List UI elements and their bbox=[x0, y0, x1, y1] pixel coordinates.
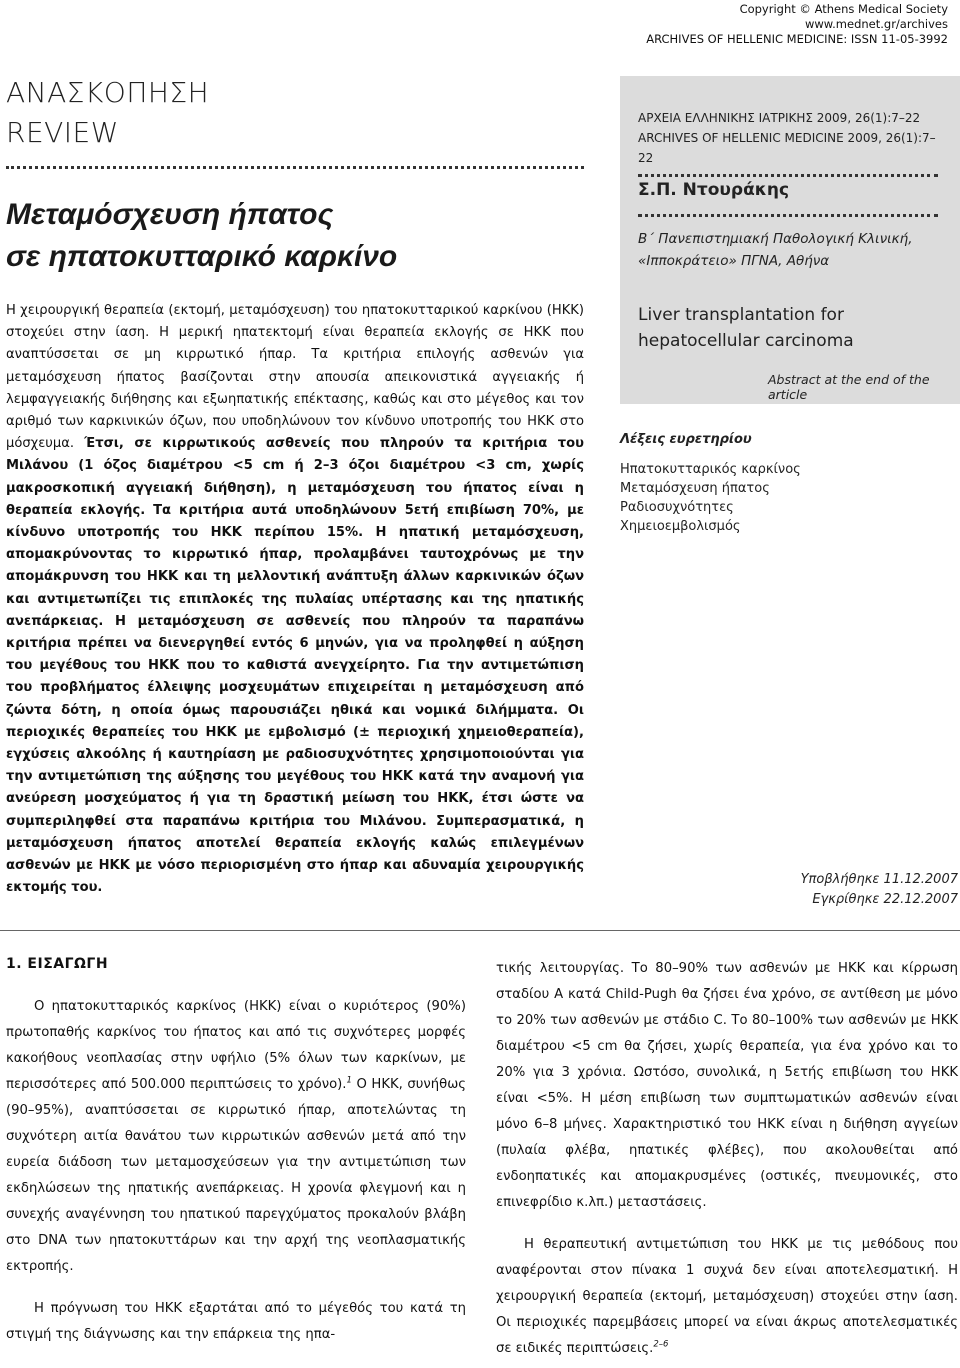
keyword-item: Ραδιοσυχνότητες bbox=[620, 500, 734, 515]
english-title-line-1: Liver transplantation for bbox=[638, 305, 844, 325]
body-left-column bbox=[6, 994, 466, 1348]
journal-citation-english: ARCHIVES OF HELLENIC MEDICINE 2009, 26(1):7–22 bbox=[638, 130, 936, 165]
paragraph-text: Ο ΗΚΚ, συνήθως (90–95%), αναπτύσσεται σε κιρρωτικό ήπαρ, αποτελώντας τη συχνότερη αιτία θανάτου των κιρρωτικών ασθενών μετά από την ευρεία διάδοση των μεταμοσχεύσεων για την αντιμετώπιση των εκδηλώσεων της ηπατικής ανεπάρκειας. Η χρονία φλεγμονή και η συνεχής αναγέννηση του ηπατικού παρεγχύματος προκαλούν βλάβη στο DNA των ηπατοκυττάρων και την αρχή της νεοπλασματικής εκτροπής. bbox=[6, 1077, 466, 1274]
body-paragraph: τικής λειτουργίας. Το 80–90% των ασθενών με ΗΚΚ και κίρρωση σταδίου Α κατά Child-Pugh θα ζήσει ένα χρόνο, σε αντίθεση με μόνο το 20% των ασθενών με στάδιο C. Το 80–100% των ασθενών με ΗΚΚ διαμέτρου <5 cm θα ζήσει, χωρίς θεραπεία, για ένα χρόνο και το 20% για 3 χρόνια. Ωστόσο, συνολικά, η 5ετής επιβίωση του ΗΚΚ είναι <5%. Η μέση επιβίωση των συμπτωματικών ασθενών είναι μόνο 6–8 μήνες. Χαρακτηριστικό του ΗΚΚ είναι η διήθηση αγγείων (πυλαία φλέβα, ηπατικές φλέβες), που ακολουθείται από ενδοηπατικές και απομακρυσμένες (οστικές, πνευμονικές, στο επινεφρίδιο κ.λπ.) μεταστάσεις. bbox=[496, 961, 958, 1210]
author-affiliation bbox=[638, 228, 913, 272]
submission-dates bbox=[620, 870, 958, 910]
english-title-line-2: hepatocellular carcinoma bbox=[638, 331, 854, 351]
english-title bbox=[638, 302, 854, 354]
copyright-block bbox=[646, 2, 948, 47]
abstract bbox=[6, 300, 584, 899]
section-heading: 1. ΕΙΣΑΓΩΓΗ bbox=[6, 956, 109, 972]
author-name: Σ.Π. Ντουράκης bbox=[638, 180, 790, 200]
affiliation-line-1: Β΄ Πανεπιστημιακή Παθολογική Κλινική, bbox=[638, 231, 913, 247]
abstract-part-2: Έτσι, σε κιρρωτικούς ασθενείς που πληρούν τα κριτήρια του Μιλάνου (1 όζος διαμέτρου <5 cm ή 2–3 όζοι διαμέτρου <3 cm, χωρίς μακροσκοπική αγγειακή διήθηση), η μεταμόσχευση του ήπατος είναι η θεραπεία εκλογής. Τα κριτήρια αυτά υποδηλώνουν 5ετή επιβίωση 70%, με κίνδυνο υποτροπής του ΗΚΚ περίπου 15%. Η ηπατική μεταμόσχευση, απομακρύνοντας το κιρρωτικό ήπαρ, προλαμβάνει ταυτοχρόνως με την απομάκρυνση του ΗΚΚ και τη μελλοντική ανάπτυξη άλλων καρκινικών όζων και αντιμετωπίζει τις επιπλοκές της πυλαίας υπέρτασης και της ηπατικής ανεπάρκειας. Η μεταμόσχευση σε ασθενείς που πληρούν τα παραπάνω κριτήρια πρέπει να διενεργηθεί εντός 6 μηνών, για να προληφθεί η αύξηση του μεγέθους του ΗΚΚ που το καθιστά ανεγχείρητο. Για την αντιμετώπιση του προβλήματος έλλειψης μοσχευμάτων επιχειρείται η μεταμόσχευση από ζώντα δότη, η οποία όμως παρουσιάζει ηθικά και νομικά διλήμματα. Οι περιοχικές θεραπείες του ΗΚΚ με εμβολισμό (± περιοχική χημειοθεραπεία), εγχύσεις αλκοόλης ή καυτηρίαση με ραδιοσυχνότητες χρησιμοποιούνται για την αντιμετώπιση της αύξησης του μεγέθους του ΗΚΚ κατά την αναμονή για ανεύρεση μοσχεύματος ή για τη δραστική μείωση του ΗΚΚ, έτσι ώστε να συμπεριληφθεί στα παραπάνω κριτήρια του Μιλάνου. Συμπερασματικά, η μεταμόσχευση ήπατος αποτελεί θεραπεία εκλογής καλώς επιλεγμένων ασθενών με ΗΚΚ με νόσο περιορισμένη στο ήπαρ και αδυναμία χειρουργικής εκτομής του. bbox=[6, 436, 584, 896]
dotted-divider bbox=[638, 174, 938, 177]
dotted-divider bbox=[638, 214, 938, 217]
keyword-item: Μεταμόσχευση ήπατος bbox=[620, 481, 770, 496]
section-label-greek: ΑΝΑΣΚΟΠΗΣΗ bbox=[6, 76, 210, 109]
keyword-item: Ηπατοκυτταρικός καρκίνος bbox=[620, 462, 801, 477]
journal-issn: ARCHIVES OF HELLENIC MEDICINE: ISSN 11-05-3992 bbox=[646, 32, 948, 46]
submitted-date: Υποβλήθηκε 11.12.2007 bbox=[800, 872, 958, 887]
paragraph-text: Η θεραπευτική αντιμετώπιση του ΗΚΚ με τις μεθόδους που αναφέρονται στον πίνακα 1 συχνά δεν είναι αποτελεσματική. Η χειρουργική θεραπεία (εκτομή, μεταμόσχευση) στοχεύει στην ίαση. Οι περιοχικές παρεμβάσεις μπορεί να είναι άκρως αποτελεσματικές σε ειδικές περιπτώσεις. bbox=[496, 1237, 958, 1356]
body-paragraph bbox=[6, 994, 466, 1280]
body-paragraph bbox=[496, 1232, 958, 1362]
affiliation-line-2: «Ιπποκράτειο» ΠΓΝΑ, Αθήνα bbox=[638, 253, 830, 269]
journal-citation bbox=[638, 108, 947, 168]
article-title bbox=[6, 194, 397, 278]
title-line-2: σε ηπατοκυτταρικό καρκίνο bbox=[6, 240, 398, 273]
body-right-column bbox=[496, 956, 958, 1362]
keyword-item: Χημειοεμβολισμός bbox=[620, 519, 741, 534]
section-separator bbox=[0, 930, 960, 931]
copyright-text: Copyright © Athens Medical Society bbox=[739, 2, 948, 16]
journal-citation-greek: ΑΡΧΕΙΑ ΕΛΛΗΝΙΚΗΣ ΙΑΤΡΙΚΗΣ 2009, 26(1):7–22 bbox=[638, 110, 921, 125]
keywords-title: Λέξεις ευρετηρίου bbox=[620, 432, 752, 447]
reference-marker[interactable]: 1 bbox=[346, 1075, 352, 1086]
keywords-list bbox=[620, 460, 801, 536]
body-paragraph: Η πρόγνωση του ΗΚΚ εξαρτάται από το μέγεθός του κατά τη στιγμή της διάγνωσης και την επάρκεια της ηπα- bbox=[6, 1301, 466, 1342]
abstract-note: Abstract at the end of the article bbox=[768, 372, 930, 402]
accepted-date: Εγκρίθηκε 22.12.2007 bbox=[812, 892, 958, 907]
abstract-part-1: Η χειρουργική θεραπεία (εκτομή, μεταμόσχευση) του ηπατοκυτταρικού καρκίνου (ΗΚΚ) στοχεύει στην ίαση. Η μερική ηπατεκτομή είναι θεραπεία εκλογής σε ΗΚΚ που αναπτύσσεται σε μη κιρρωτικό ήπαρ. Τα κριτήρια επιλογής ασθενών για μεταμόσχευση ήπατος βασίζονται στην απουσία απεικονιστικά αγγειακής ή λεμφαγγειακής διήθησης και εξωηπατικής επέκτασης, καθώς και στο μέγεθος και τον αριθμό των καρκινικών όζων, που υποδηλώνουν τον κίνδυνο υποτροπής του ΗΚΚ στο μόσχευμα. bbox=[6, 303, 584, 452]
journal-url[interactable]: www.mednet.gr/archives bbox=[804, 17, 948, 31]
paragraph-text: Ο ηπατοκυτταρικός καρκίνος (ΗΚΚ) είναι ο κυριότερος (90%) πρωτοπαθής καρκίνος του ήπατος και από τις συχνότερες μορφές κακοήθους νεοπλασίας στην υφήλιο (5% όλων των καρκίνων, με περισσότερες από 500.000 περιπτώσεις το χρόνο). bbox=[6, 999, 466, 1092]
title-line-1: Μεταμόσχευση ήπατος bbox=[6, 198, 334, 231]
section-label-english: REVIEW bbox=[6, 116, 119, 149]
reference-marker[interactable]: 2–6 bbox=[653, 1339, 669, 1350]
dotted-divider bbox=[6, 166, 584, 169]
